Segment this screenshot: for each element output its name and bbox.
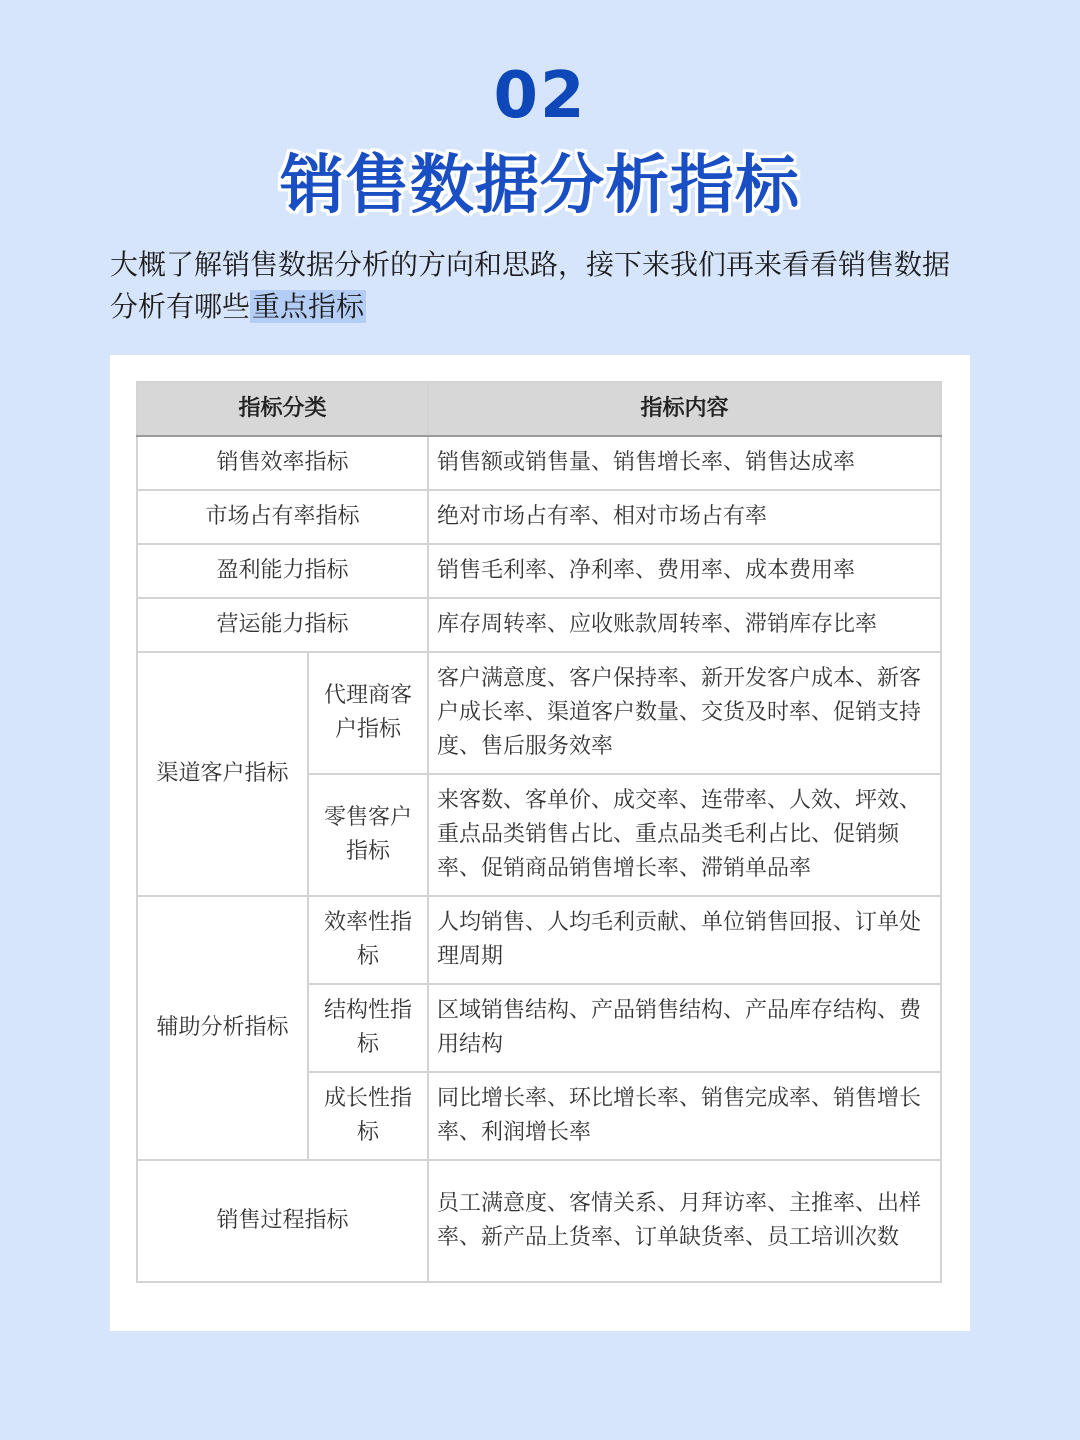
content-cell: 库存周转率、应收账款周转率、滞销库存比率 xyxy=(428,598,941,652)
category-cell: 营运能力指标 xyxy=(137,598,428,652)
table-row xyxy=(137,598,941,652)
table-row xyxy=(137,544,941,598)
intro-paragraph xyxy=(110,244,970,328)
header-category: 指标分类 xyxy=(137,382,428,436)
table-card xyxy=(110,355,970,1331)
content-cell: 人均销售、人均毛利贡献、单位销售回报、订单处理周期 xyxy=(428,896,941,984)
content-cell: 绝对市场占有率、相对市场占有率 xyxy=(428,490,941,544)
content-cell: 销售毛利率、净利率、费用率、成本费用率 xyxy=(428,544,941,598)
content-cell: 员工满意度、客情关系、月拜访率、主推率、出样率、新产品上货率、订单缺货率、员工培训次数 xyxy=(428,1160,941,1282)
category-cell: 销售过程指标 xyxy=(137,1160,428,1282)
content-cell: 客户满意度、客户保持率、新开发客户成本、新客户成长率、渠道客户数量、交货及时率、促销支持度、售后服务效率 xyxy=(428,652,941,774)
category-cell-auxiliary: 辅助分析指标 xyxy=(137,896,308,1160)
content-cell: 来客数、客单价、成交率、连带率、人效、坪效、重点品类销售占比、重点品类毛利占比、促销频率、促销商品销售增长率、滞销单品率 xyxy=(428,774,941,896)
intro-text: 大概了解销售数据分析的方向和思路，接下来我们再来看看销售数据分析有哪些 xyxy=(110,248,951,323)
subcategory-cell: 结构性指标 xyxy=(308,984,428,1072)
subcategory-cell: 效率性指标 xyxy=(308,896,428,984)
table-row xyxy=(137,1160,941,1282)
table-row xyxy=(137,436,941,490)
table-row xyxy=(137,652,941,774)
section-number: 02 xyxy=(493,59,587,133)
content-cell: 同比增长率、环比增长率、销售完成率、销售增长率、利润增长率 xyxy=(428,1072,941,1160)
subcategory-cell: 成长性指标 xyxy=(308,1072,428,1160)
content-cell: 区域销售结构、产品销售结构、产品库存结构、费用结构 xyxy=(428,984,941,1072)
content-cell: 销售额或销售量、销售增长率、销售达成率 xyxy=(428,436,941,490)
table-row xyxy=(137,896,941,984)
subcategory-cell: 代理商客户指标 xyxy=(308,652,428,774)
subcategory-cell: 零售客户指标 xyxy=(308,774,428,896)
header-content: 指标内容 xyxy=(428,382,941,436)
category-cell: 市场占有率指标 xyxy=(137,490,428,544)
table-row xyxy=(137,490,941,544)
metrics-table xyxy=(136,381,942,1283)
category-cell-channel: 渠道客户指标 xyxy=(137,652,308,896)
page-title: 销售数据分析指标 xyxy=(280,149,800,223)
intro-highlight: 重点指标 xyxy=(252,290,365,323)
category-cell: 盈利能力指标 xyxy=(137,544,428,598)
category-cell: 销售效率指标 xyxy=(137,436,428,490)
